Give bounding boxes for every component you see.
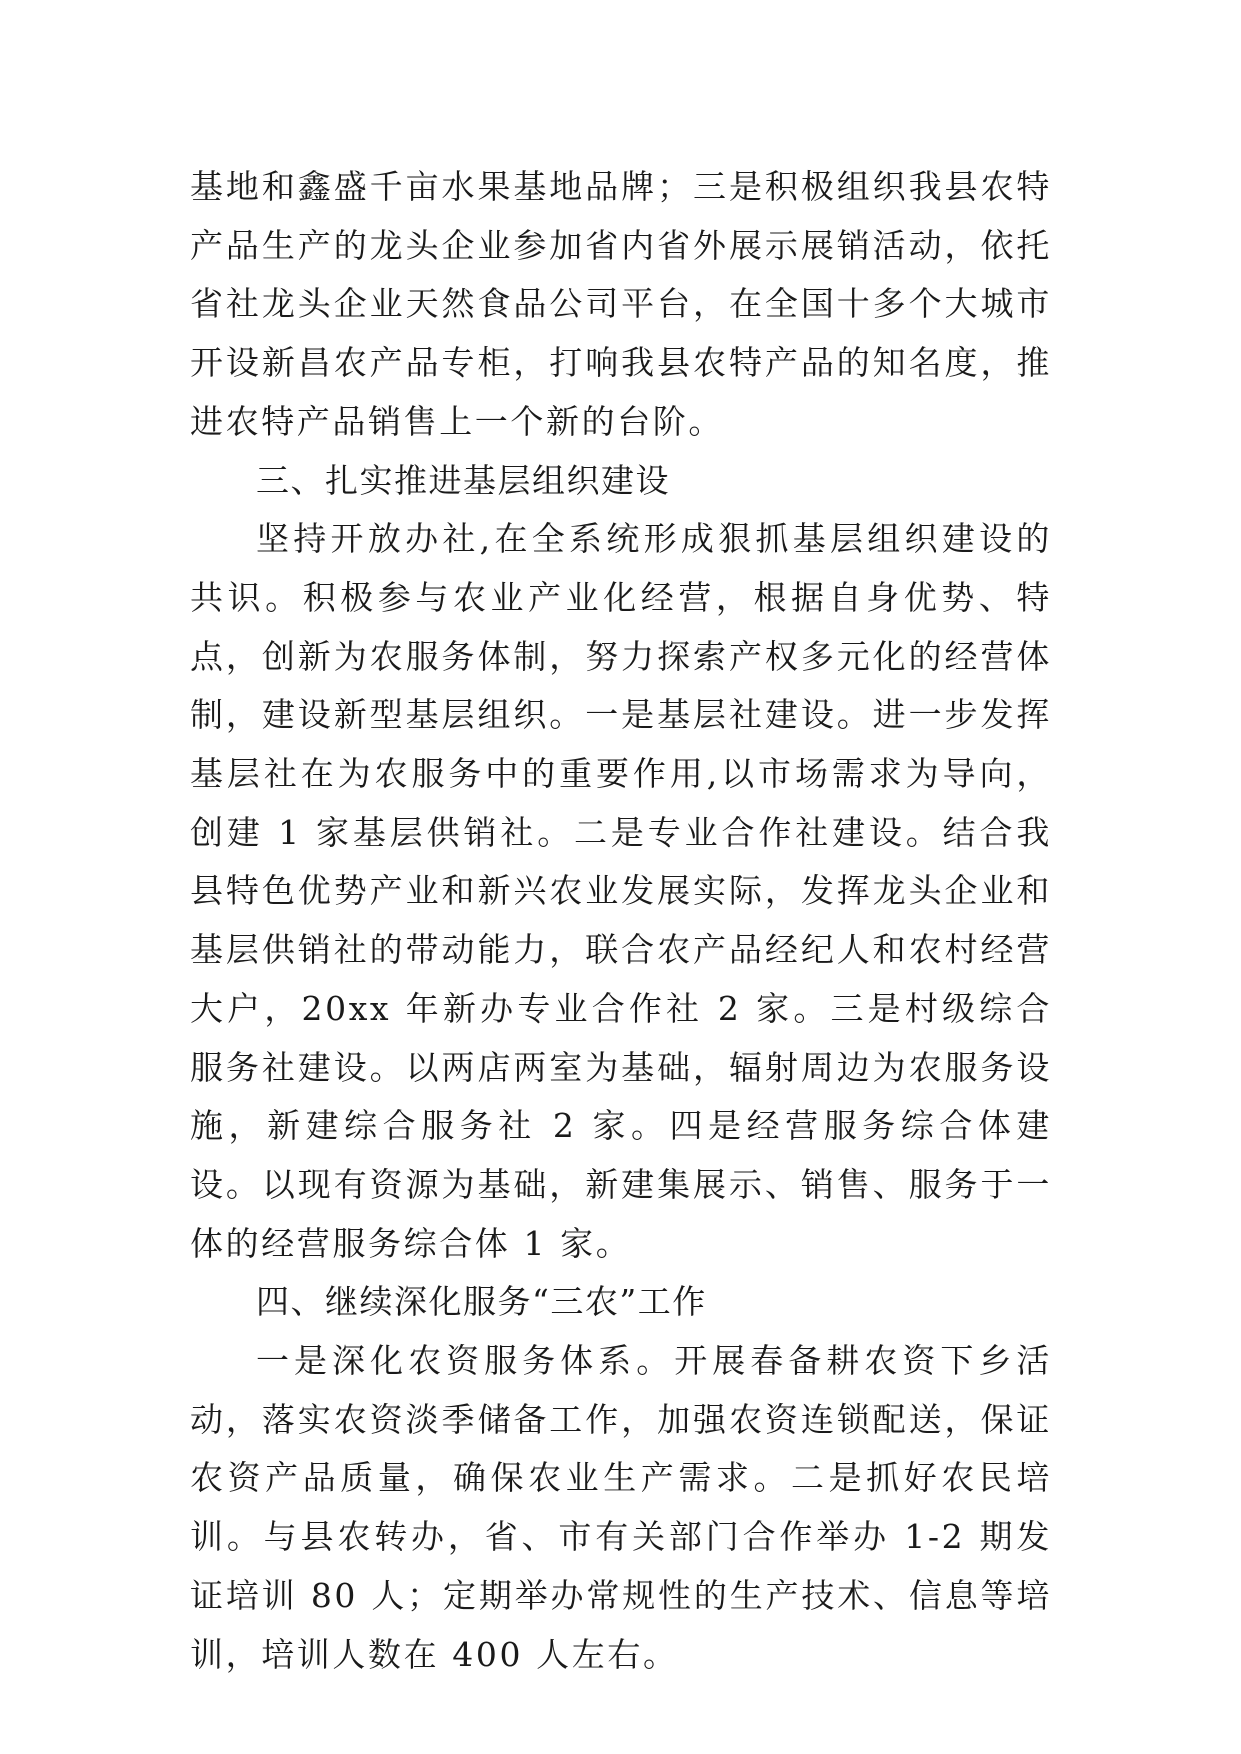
section-heading-4: 四、继续深化服务“三农”工作 bbox=[256, 1282, 707, 1322]
section-heading-3: 三、扎实推进基层组织建设 bbox=[256, 460, 670, 500]
paragraph-agricultural-services: 一是深化农资服务体系。开展春备耕农资下乡活动，落实农资淡季储备工作，加强农资连锁配送，保证农资产品质量，确保农业生产需求。二是抓好农民培训。与县农转办，省、市有关部门合作举办 1-2 期发证培训 80 人；定期举办常规性的生产技术、信息等培训，培训人数在 400 人左右。 bbox=[190, 1341, 1052, 1674]
paragraph-brand-promotion: 基地和鑫盛千亩水果基地品牌；三是积极组织我县农特产品生产的龙头企业参加省内省外展示展销活动，依托省社龙头企业天然食品公司平台，在全国十多个大城市开设新昌农产品专柜，打响我县农特产品的知名度，推进农特产品销售上一个新的台阶。 bbox=[190, 167, 1052, 441]
document-body bbox=[190, 158, 1052, 1684]
paragraph-grassroots-organization: 坚持开放办社,在全系统形成狠抓基层组织建设的共识。积极参与农业产业化经营，根据自身优势、特点，创新为农服务体制，努力探索产权多元化的经营体制，建设新型基层组织。一是基层社建设。进一步发挥基层社在为农服务中的重要作用,以市场需求为导向，创建 1 家基层供销社。二是专业合作社建设。结合我县特色优势产业和新兴农业发展实际，发挥龙头企业和基层供销社的带动能力，联合农产品经纪人和农村经营大户，20xx 年新办专业合作社 2 家。三是村级综合服务社建设。以两店两室为基础，辐射周边为农服务设施，新建综合服务社 2 家。四是经营服务综合体建设。以现有资源为基础，新建集展示、销售、服务于一体的经营服务综合体 1 家。 bbox=[190, 519, 1052, 1263]
